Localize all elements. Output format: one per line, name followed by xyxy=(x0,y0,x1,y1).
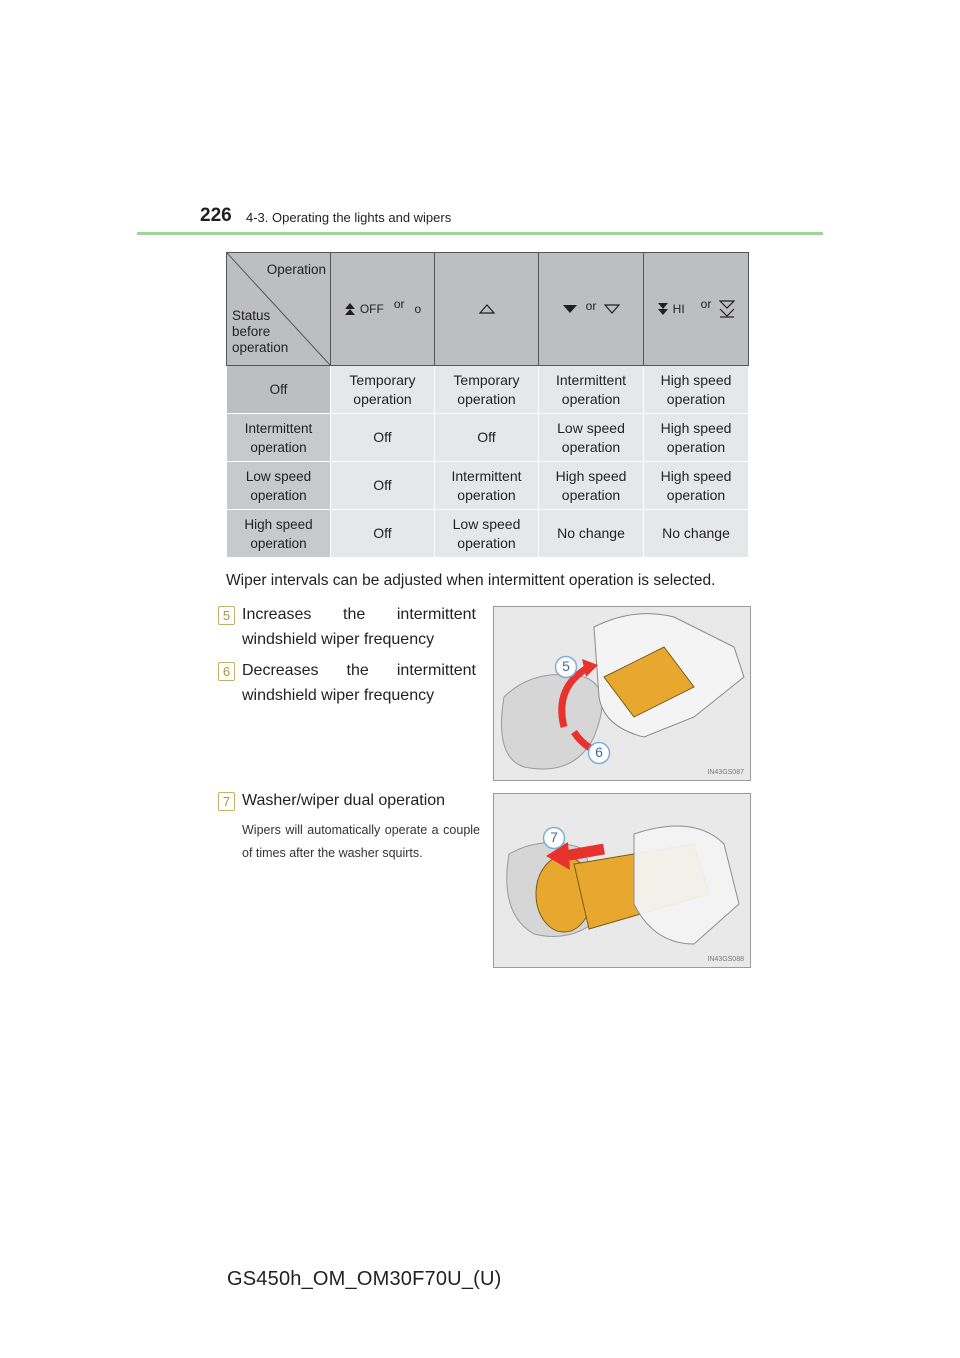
table-cell: Intermittent operation xyxy=(435,462,539,510)
table-cell: High speed operation xyxy=(539,462,644,510)
illustration-intermittent-knob xyxy=(493,606,751,781)
footer-code: GS450h_OM_OM30F70U_(U) xyxy=(227,1268,502,1290)
table-cell: High speed operation xyxy=(644,366,749,414)
chevron-down-icon xyxy=(604,304,620,314)
illustration-washer-pull xyxy=(493,793,751,968)
table-cell: Temporary operation xyxy=(331,366,435,414)
table-cell: Temporary operation xyxy=(435,366,539,414)
item-subtext-washer: Wipers will automatically operate a couple of times after the washer squirts. xyxy=(242,823,480,860)
table-header-row xyxy=(227,253,749,366)
section-title: 4-3. Operating the lights and wipers xyxy=(246,210,452,225)
page-number: 226 xyxy=(200,205,232,226)
column-hi: HI or xyxy=(644,253,749,366)
table-cell: High speed operation xyxy=(644,414,749,462)
table-cell: Low speed operation xyxy=(435,510,539,558)
table-row xyxy=(227,510,749,558)
interval-note: Wiper intervals can be adjusted when intermittent operation is selected. xyxy=(226,572,716,589)
chevron-down-filled-icon xyxy=(562,304,578,314)
washer-pull-drawing xyxy=(494,794,750,967)
item-text-washer: Washer/wiper dual operation xyxy=(242,792,446,809)
table-cell: Off xyxy=(331,510,435,558)
wiper-operation-table xyxy=(226,252,749,558)
wiper-off-icon xyxy=(344,302,356,316)
knob-rotate-drawing xyxy=(494,607,750,780)
table-row xyxy=(227,462,749,510)
status-cell: Intermittent operation xyxy=(227,414,331,462)
mist-down-icon xyxy=(719,300,735,318)
header-rule xyxy=(137,232,823,235)
status-cell: High speed operation xyxy=(227,510,331,558)
wiper-hi-icon xyxy=(657,302,669,316)
table-row xyxy=(227,366,749,414)
table-row xyxy=(227,414,749,462)
table-cell: Intermittent operation xyxy=(539,366,644,414)
item-marker-7: 7 xyxy=(218,792,235,811)
item-marker-5: 5 xyxy=(218,606,235,625)
illustration-code: IN43GS088 xyxy=(707,956,744,963)
corner-status-label: Status before operation xyxy=(232,308,289,355)
illustration-code: IN43GS087 xyxy=(707,769,744,776)
status-cell: Low speed operation xyxy=(227,462,331,510)
table-corner-cell xyxy=(227,253,331,366)
callout-label-7: 7 xyxy=(550,829,558,845)
table-cell: Off xyxy=(331,462,435,510)
chevron-up-icon xyxy=(479,304,495,314)
callout-label-5: 5 xyxy=(562,658,570,674)
item-text-decrease: Decreases the intermittent windshield wiper frequency xyxy=(242,662,476,704)
item-marker-6: 6 xyxy=(218,662,235,681)
column-off: OFF or o xyxy=(331,253,435,366)
column-up xyxy=(435,253,539,366)
column-down: or xyxy=(539,253,644,366)
corner-operation-label: Operation xyxy=(266,262,326,277)
status-cell: Off xyxy=(227,366,331,414)
table-cell: No change xyxy=(644,510,749,558)
callout-label-6: 6 xyxy=(595,744,603,760)
table-cell: Low speed operation xyxy=(539,414,644,462)
item-text-increase: Increases the intermittent windshield wiper frequency xyxy=(242,606,476,648)
table-cell: Off xyxy=(435,414,539,462)
table-cell: Off xyxy=(331,414,435,462)
table-cell: High speed operation xyxy=(644,462,749,510)
table-cell: No change xyxy=(539,510,644,558)
